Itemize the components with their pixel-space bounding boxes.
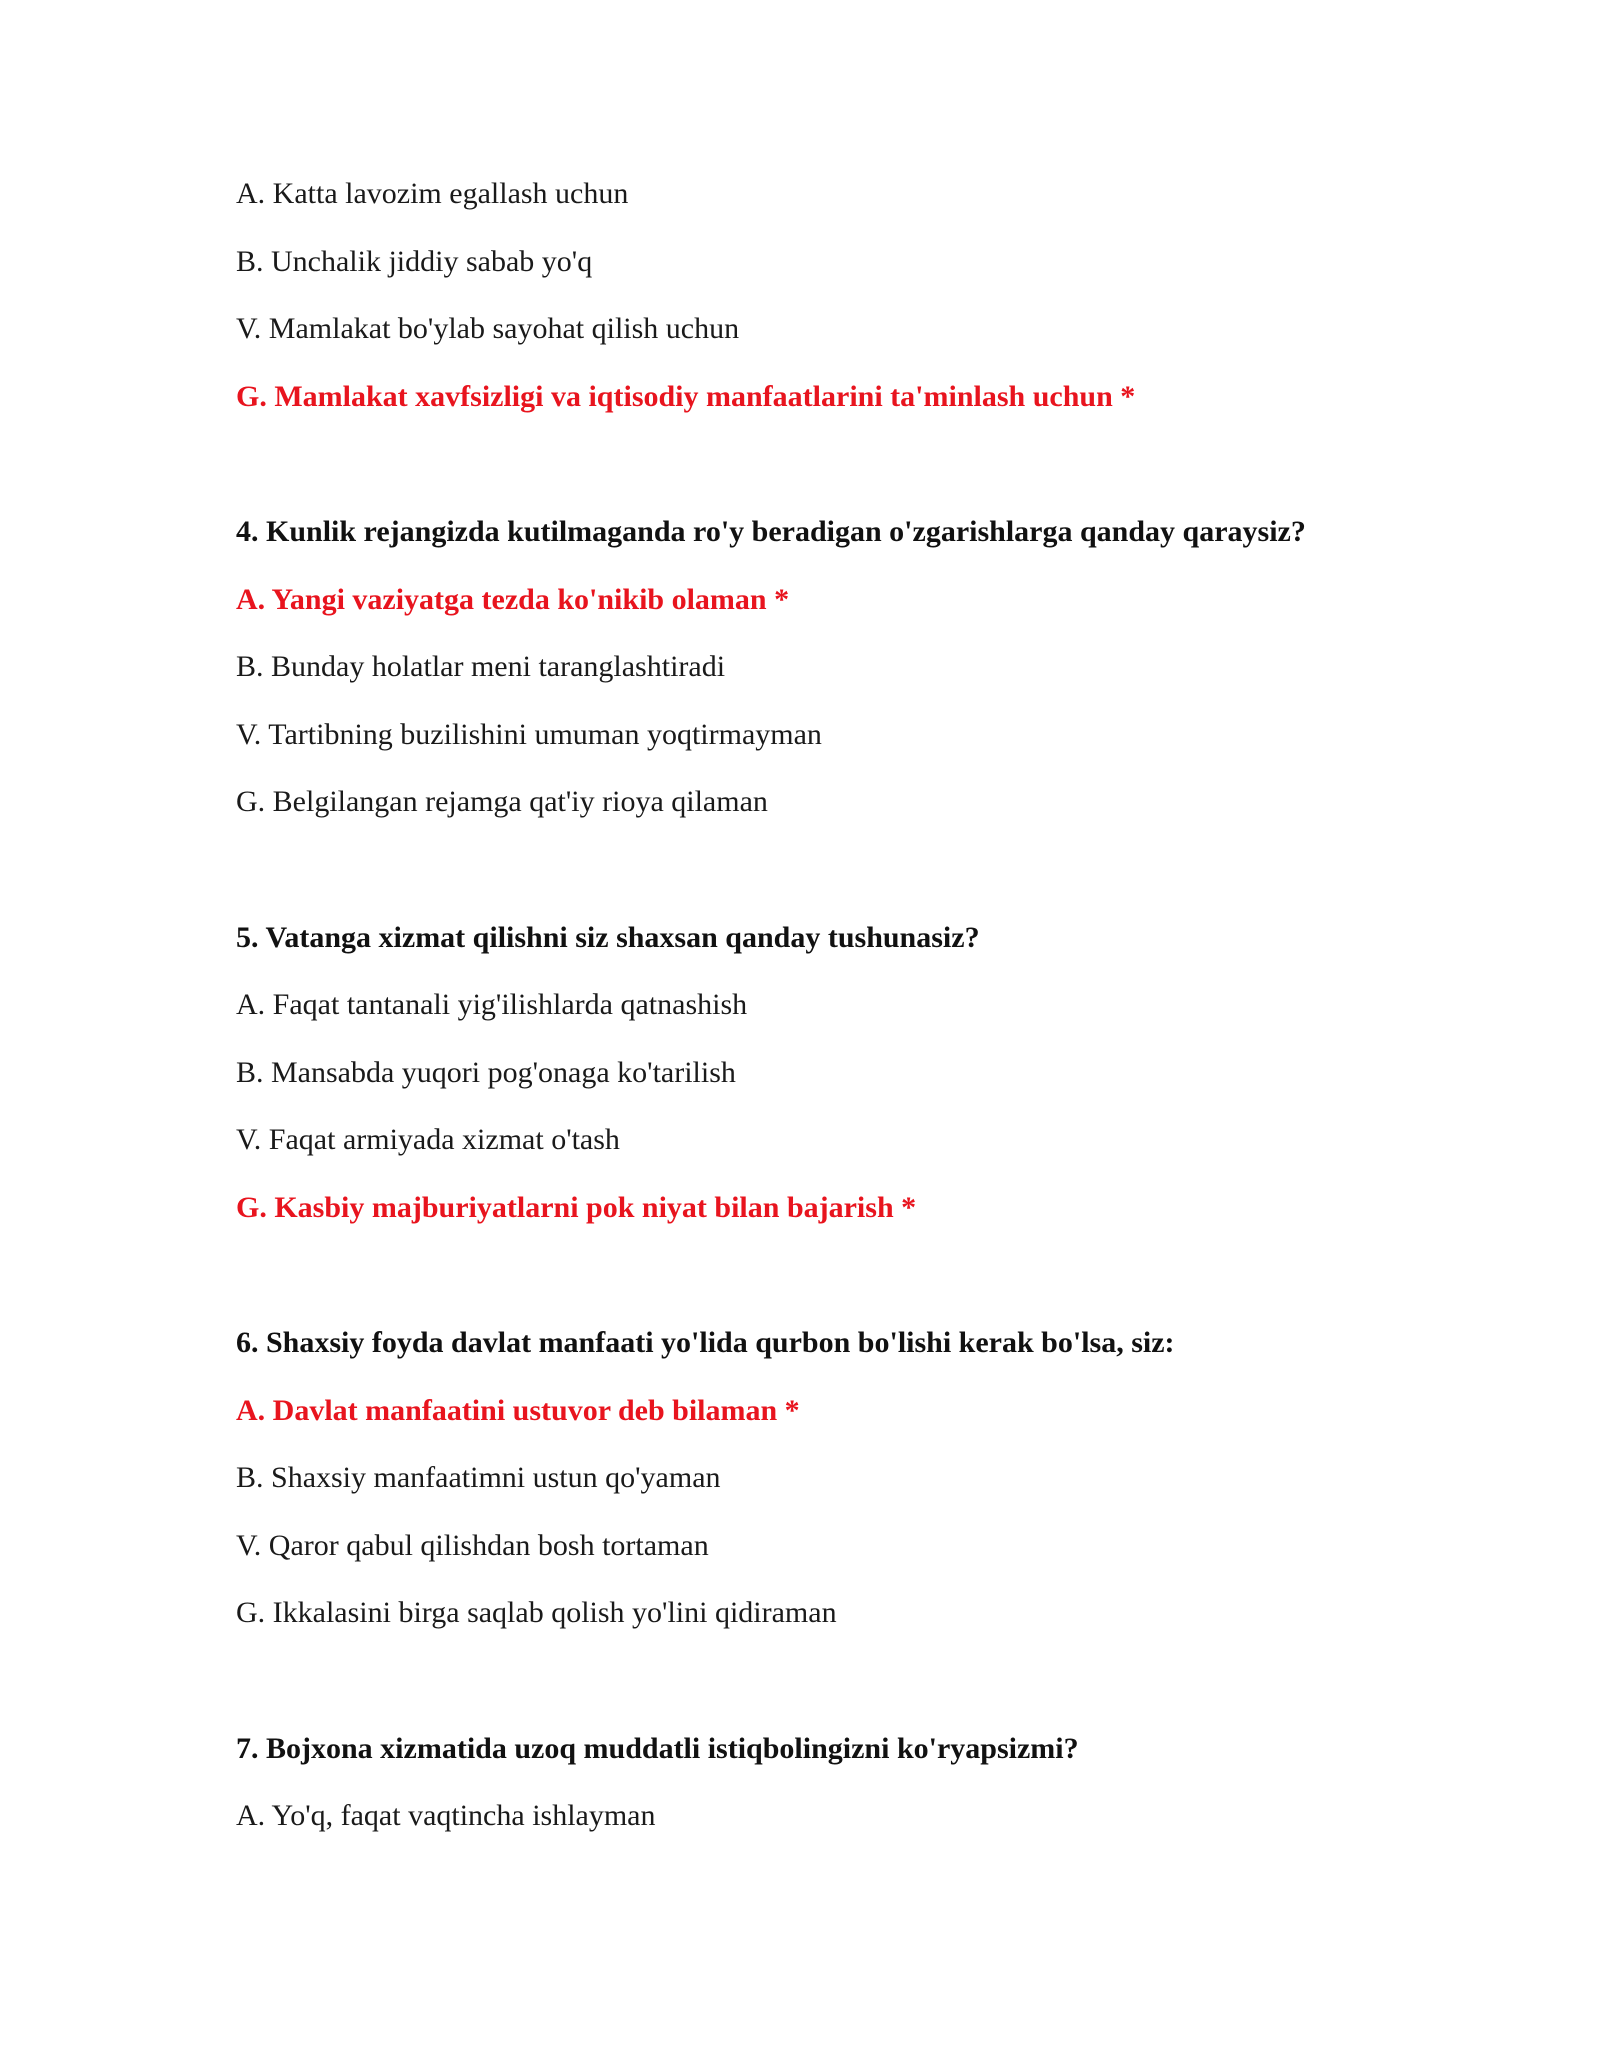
answer-option: B. Unchalik jiddiy sabab yo'q	[236, 244, 593, 278]
answer-option: A. Faqat tantanali yig'ilishlarda qatnashish	[236, 988, 748, 1022]
answer-option: B. Bunday holatlar meni taranglashtiradi	[236, 650, 726, 684]
quiz-content	[236, 176, 1436, 1866]
question-block-3-continued	[236, 176, 1436, 415]
block-spacer	[236, 446, 1436, 514]
answer-option: A. Yo'q, faqat vaqtincha ishlayman	[236, 1799, 656, 1833]
question-block-7	[236, 1731, 1436, 1835]
correct-answer-option: A. Davlat manfaatini ustuvor deb bilaman *	[236, 1393, 800, 1427]
answer-option: B. Shaxsiy manfaatimni ustun qo'yaman	[236, 1461, 721, 1495]
correct-answer-option: G. Mamlakat xavfsizligi va iqtisodiy manfaatlarini ta'minlash uchun *	[236, 379, 1136, 413]
question-text: 6. Shaxsiy foyda davlat manfaati yo'lida qurbon bo'lishi kerak bo'lsa, siz:	[236, 1326, 1175, 1360]
question-block-6	[236, 1325, 1436, 1631]
answer-option: G. Belgilangan rejamga qat'iy rioya qilaman	[236, 785, 768, 819]
block-spacer	[236, 1258, 1436, 1326]
question-text: 7. Bojxona xizmatida uzoq muddatli istiqbolingizni ko'ryapsizmi?	[236, 1731, 1079, 1765]
answer-option: V. Qaror qabul qilishdan bosh tortaman	[236, 1528, 709, 1562]
block-spacer	[236, 1663, 1436, 1731]
correct-answer-option: A. Yangi vaziyatga tezda ko'nikib olaman *	[236, 582, 790, 616]
answer-option: V. Mamlakat bo'ylab sayohat qilish uchun	[236, 312, 740, 346]
correct-answer-option: G. Kasbiy majburiyatlarni pok niyat bilan bajarish *	[236, 1190, 917, 1224]
answer-option: A. Katta lavozim egallash uchun	[236, 177, 629, 210]
question-text: 5. Vatanga xizmat qilishni siz shaxsan qanday tushunasiz?	[236, 920, 980, 954]
question-block-5	[236, 920, 1436, 1226]
question-block-4	[236, 514, 1436, 820]
answer-option: V. Tartibning buzilishini umuman yoqtirmayman	[236, 717, 822, 751]
answer-option: V. Faqat armiyada xizmat o'tash	[236, 1123, 620, 1157]
question-text: 4. Kunlik rejangizda kutilmaganda ro'y beradigan o'zgarishlarga qanday qaraysiz?	[236, 514, 1306, 548]
block-spacer	[236, 852, 1436, 920]
answer-option: G. Ikkalasini birga saqlab qolish yo'lini qidiraman	[236, 1596, 837, 1630]
answer-option: B. Mansabda yuqori pog'onaga ko'tarilish	[236, 1055, 736, 1089]
